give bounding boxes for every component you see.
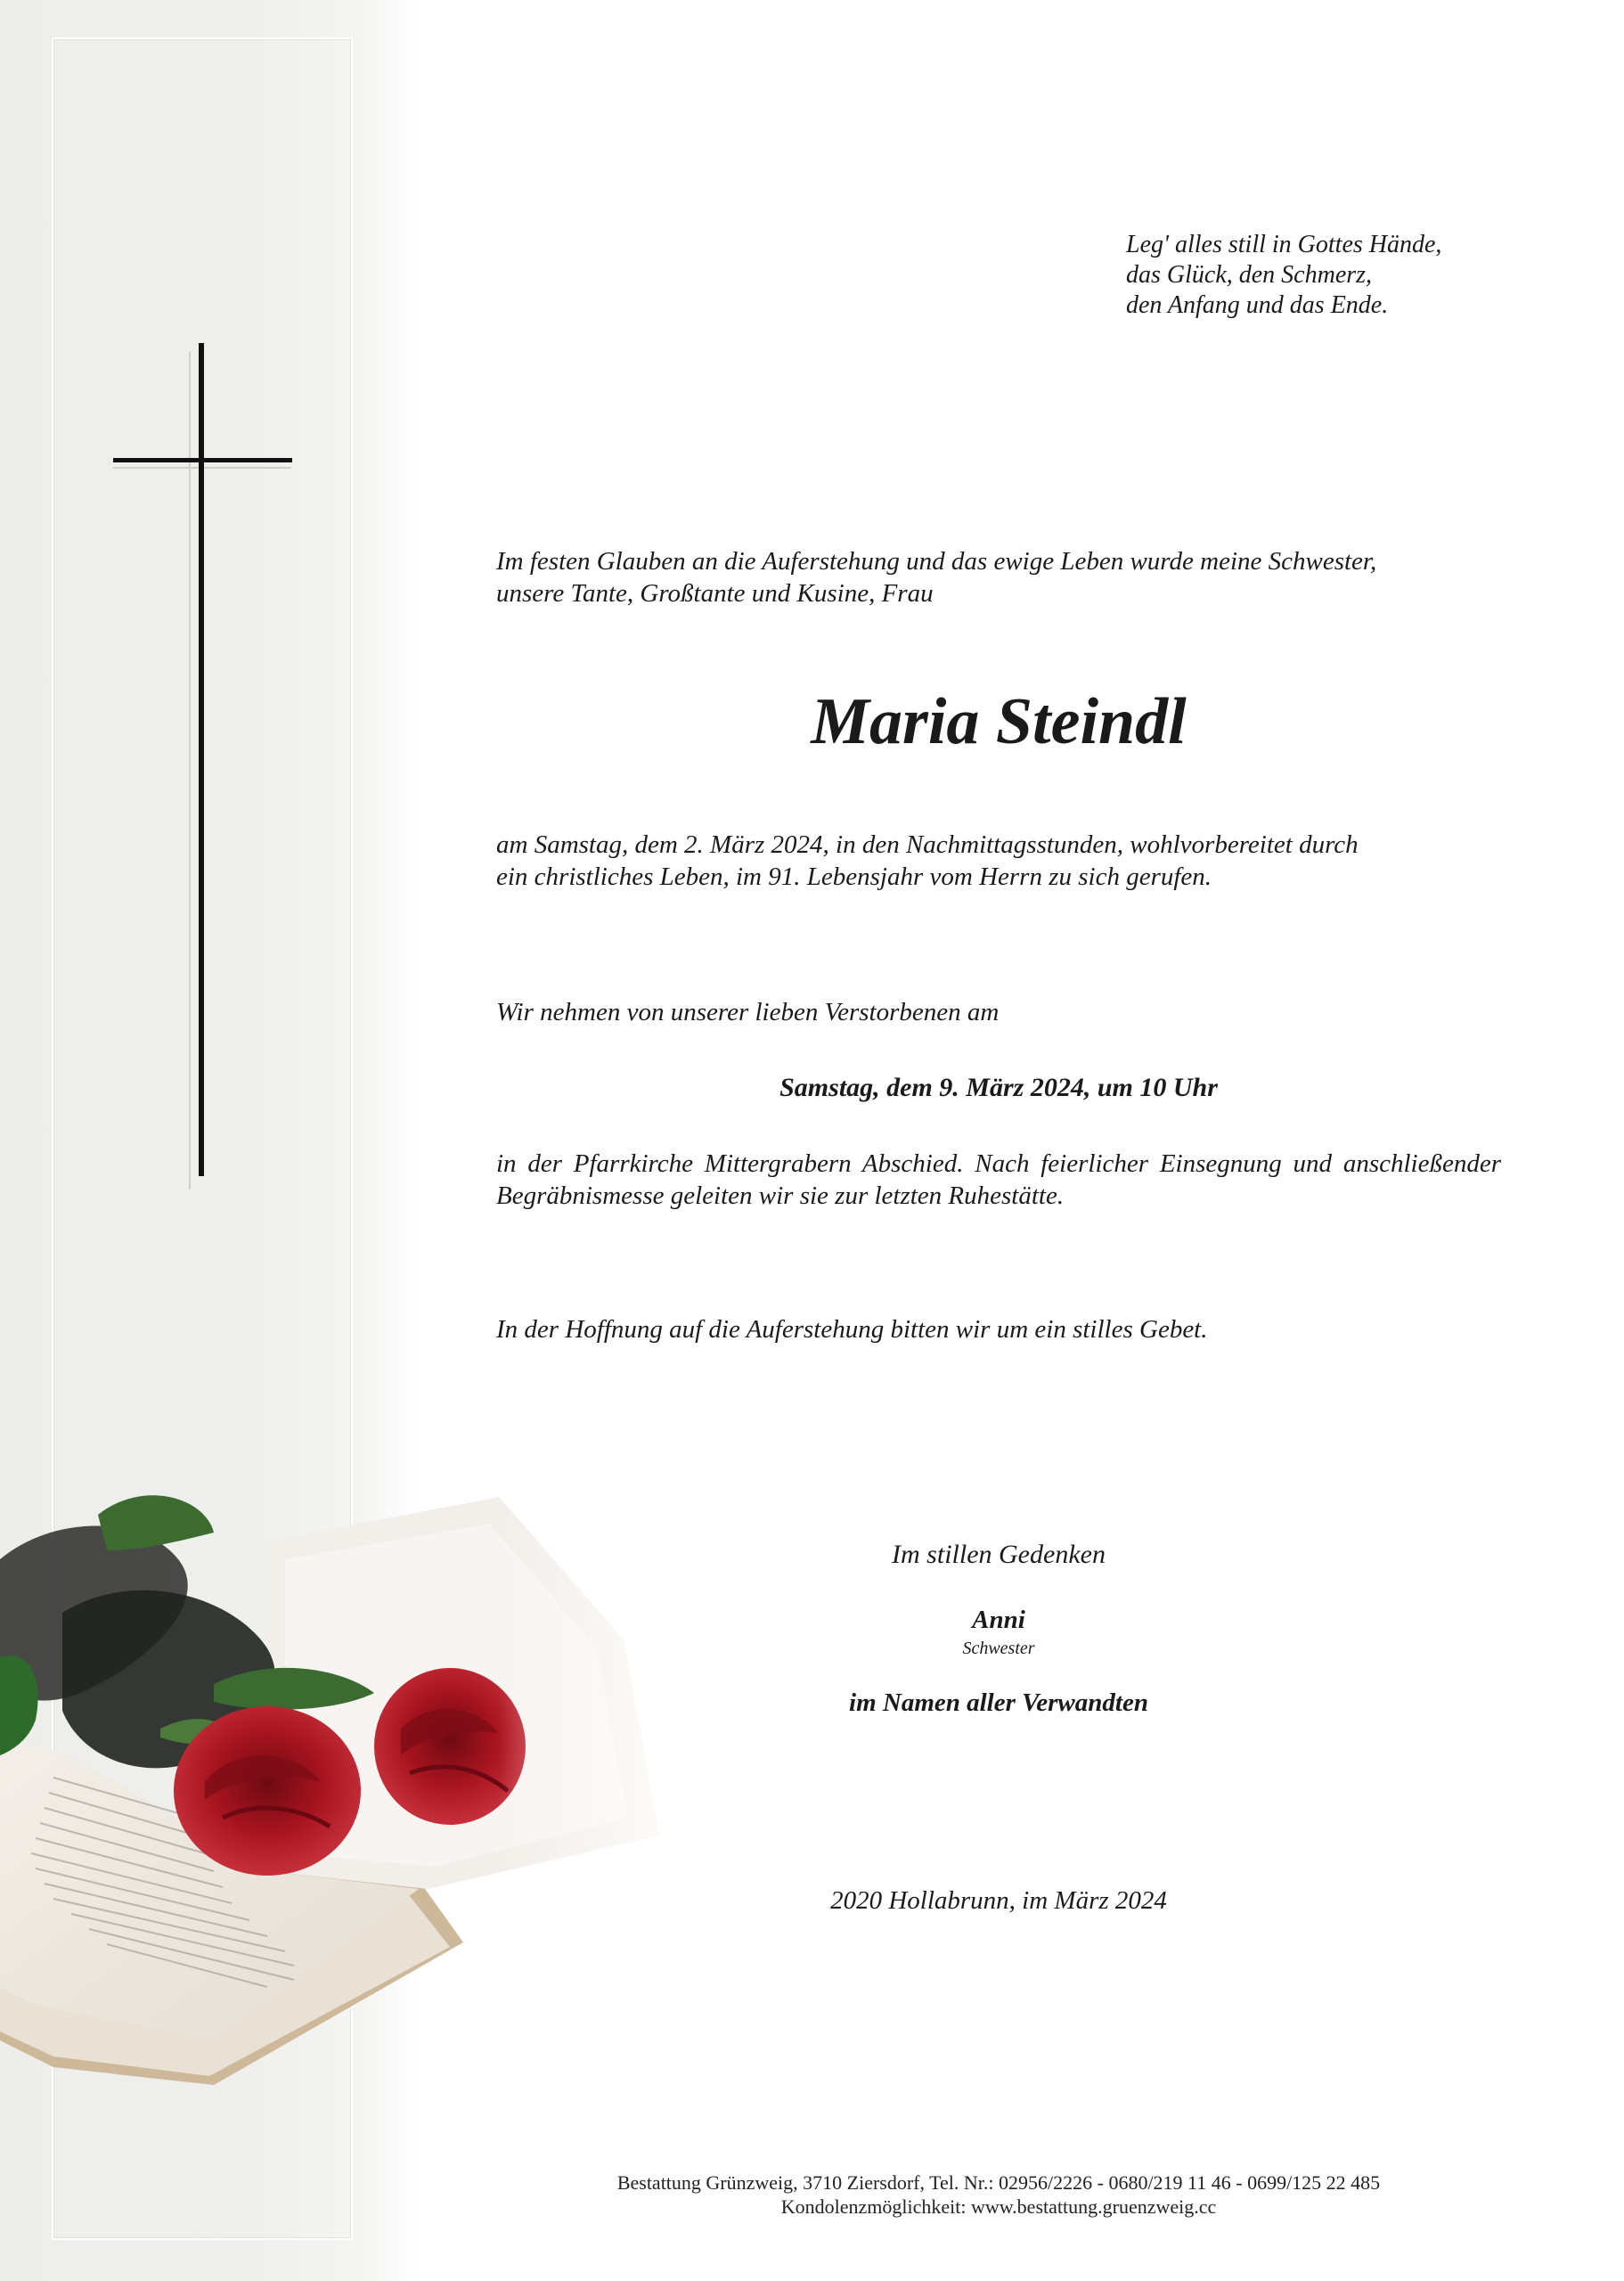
ceremony-text: in der Pfarrkirche Mittergrabern Abschied. Nach feierlicher Einsegnung und anschließender Begräbnismesse geleiten wir sie zur letzten Ruhestätte. bbox=[496, 1149, 1501, 1210]
prayer-request: In der Hoffnung auf die Auferstehung bitten wir um ein stilles Gebet. bbox=[496, 1315, 1208, 1344]
signatory-name: Anni bbox=[972, 1606, 1025, 1634]
relatives-line: im Namen aller Verwandten bbox=[849, 1688, 1148, 1717]
deceased-name: Maria Steindl bbox=[811, 685, 1187, 758]
funeral-home-contact: Bestattung Grünzweig, 3710 Ziersdorf, Tel. Nr.: 02956/2226 - 0680/219 11 46 - 0699/125 22 485 bbox=[616, 2171, 1381, 2194]
condolence-link: Kondolenzmöglichkeit: www.bestattung.gruenzweig.cc bbox=[780, 2195, 1217, 2218]
memory-line: Im stillen Gedenken bbox=[892, 1540, 1106, 1569]
opening-verse: Leg' alles still in Gottes Hände, das Glück, den Schmerz, den Anfang und das Ende. bbox=[1126, 231, 1442, 319]
farewell-intro: Wir nehmen von unserer lieben Verstorbenen am bbox=[496, 998, 1000, 1026]
place-and-date: 2020 Hollabrunn, im März 2024 bbox=[830, 1886, 1167, 1915]
death-announcement: am Samstag, dem 2. März 2024, in den Nachmittagsstunden, wohlvorbereitet durch ein christliches Leben, im 91. Lebensjahr vom Herrn zu sich gerufen. bbox=[496, 830, 1359, 891]
signatory-relation: Schwester bbox=[962, 1639, 1035, 1658]
funeral-date: Samstag, dem 9. März 2024, um 10 Uhr bbox=[779, 1073, 1218, 1102]
intro-text: Im festen Glauben an die Auferstehung und das ewige Leben wurde meine Schwester, unsere Tante, Großtante und Kusine, Frau bbox=[496, 547, 1377, 608]
